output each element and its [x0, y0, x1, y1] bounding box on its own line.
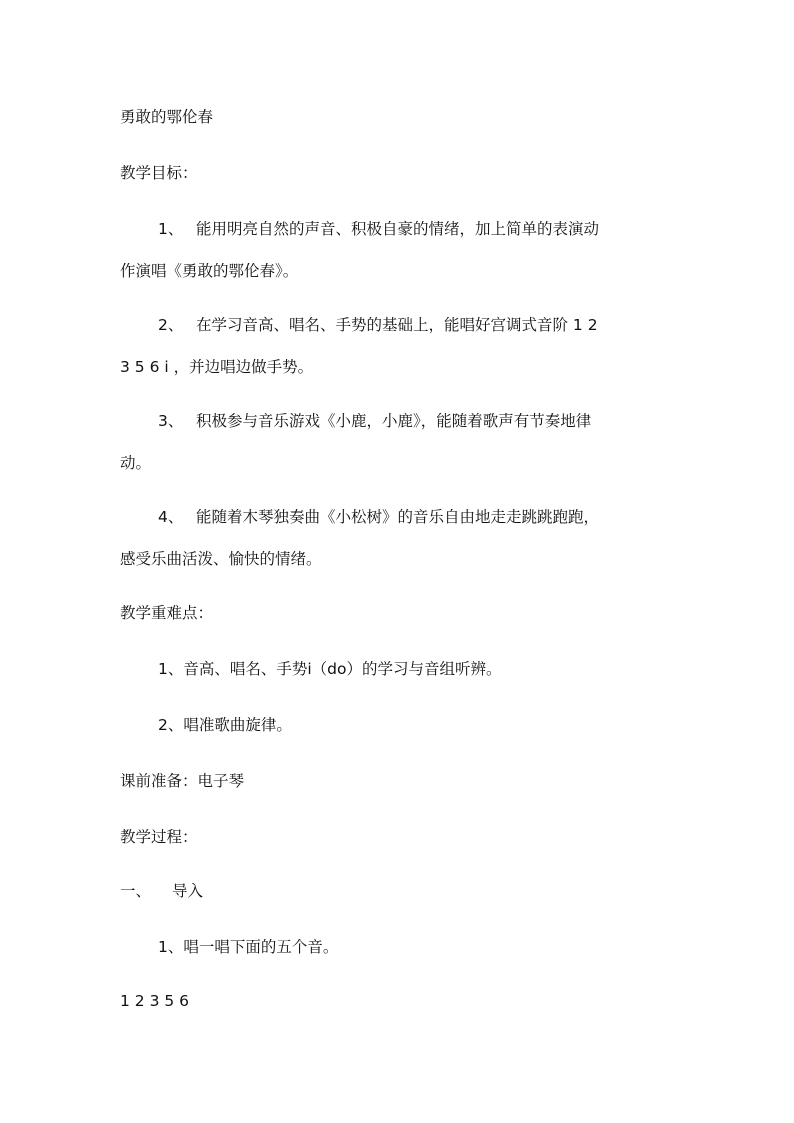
key-point-1: 1、音高、唱名、手势i（do）的学习与音组听辨。: [158, 660, 502, 678]
process-heading: 教学过程：: [120, 828, 198, 846]
goals-heading: 教学目标：: [120, 164, 198, 182]
goal-4-line-1: [158, 506, 599, 528]
goal-3-text-1: 积极参与音乐游戏《小鹿，小鹿》，能随着歌声有节奏地律: [196, 412, 592, 430]
goal-3-number: 3、: [158, 412, 184, 430]
section-1-number: 一、: [120, 882, 152, 900]
goal-1-number: 1、: [158, 220, 184, 238]
key-point-2: 2、唱准歌曲旋律。: [158, 716, 292, 734]
key-points-heading: 教学重难点：: [120, 604, 214, 622]
goal-4-number: 4、: [158, 508, 184, 526]
goal-3-line-1: [158, 410, 591, 432]
preparation-text: 课前准备：电子琴: [120, 772, 245, 790]
goal-2-number: 2、: [158, 316, 184, 334]
goal-1-line-2: 作演唱《勇敢的鄂伦春》。: [120, 262, 299, 280]
document-title: 勇敢的鄂伦春: [120, 108, 214, 126]
goal-2-text-1: 在学习音高、唱名、手势的基础上，能唱好宫调式音阶 1 2: [196, 316, 598, 334]
section-1-item-1: 1、唱一唱下面的五个音。: [158, 938, 339, 956]
goal-1-line-1: [158, 218, 599, 240]
goal-4-text-1: 能随着木琴独奏曲《小松树》的音乐自由地走走跳跳跑跑，: [196, 508, 600, 526]
goal-2-line-2: 3 5 6 i ，并边唱边做手势。: [120, 358, 314, 376]
goal-1-text-1: 能用明亮自然的声音、积极自豪的情绪，加上简单的表演动: [196, 220, 600, 238]
goal-4-line-2: 感受乐曲活泼、愉快的情绪。: [120, 550, 322, 568]
goal-3-line-2: 动。: [120, 454, 152, 472]
section-1-heading: [120, 880, 203, 902]
section-1-label: 导入: [172, 882, 204, 900]
goal-2-line-1: [158, 314, 598, 336]
notes-sequence: 1 2 3 5 6: [120, 992, 190, 1010]
